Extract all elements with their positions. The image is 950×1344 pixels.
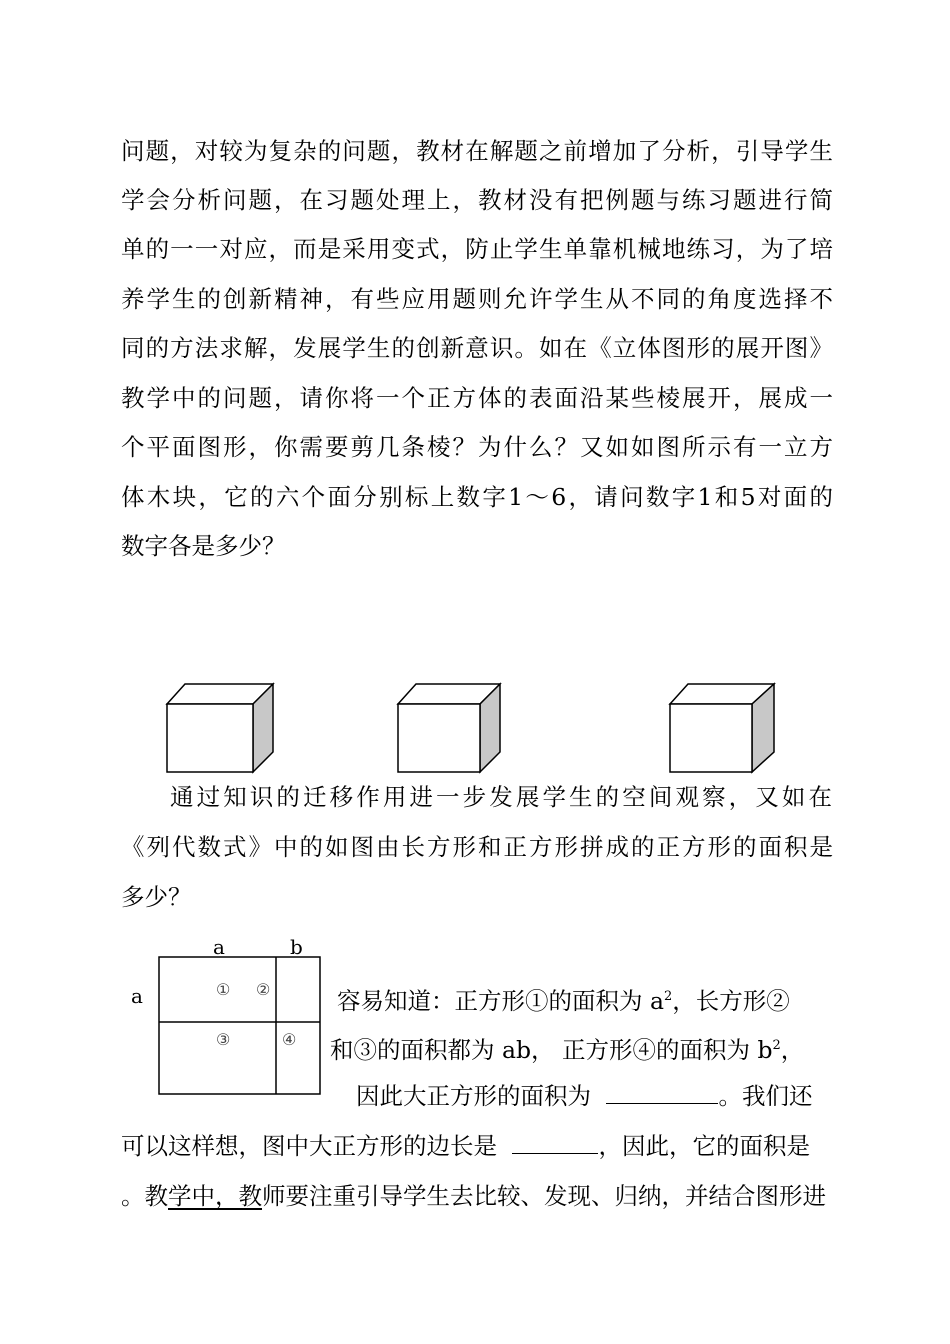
side-label-a-left: a bbox=[131, 984, 143, 1008]
explanation-line-3: 因此大正方形的面积为 。我们还 bbox=[356, 1082, 813, 1110]
region-2-label: ② bbox=[256, 980, 271, 999]
explanation-line-4: 可以这样想，图中大正方形的边长是 ，因此，它的面积是 bbox=[121, 1132, 810, 1160]
explanation-line-5: 。教学中，教师要注重引导学生去比较、发现、归纳，并结合图形进 bbox=[121, 1182, 826, 1210]
side-label-b-top: b bbox=[290, 935, 303, 959]
cube-drawing-1 bbox=[165, 682, 275, 774]
region-1-label: ① bbox=[216, 980, 231, 999]
text-line: 个平面图形，你需要剪几条棱？为什么？又如如图所示有一立方 bbox=[121, 433, 833, 461]
text-line: 学会分析问题，在习题处理上，教材没有把例题与练习题进行简 bbox=[121, 186, 833, 214]
text-line: 单的一一对应，而是采用变式，防止学生单靠机械地练习，为了培 bbox=[121, 235, 833, 263]
text-line: 教学中的问题，请你将一个正方体的表面沿某些棱展开，展成一 bbox=[121, 384, 833, 412]
side-label-a-top: a bbox=[213, 935, 225, 959]
text-line: 养学生的创新精神，有些应用题则允许学生从不同的角度选择不 bbox=[121, 285, 833, 313]
text-line: 问题，对较为复杂的问题，教材在解题之前增加了分析，引导学生 bbox=[121, 137, 833, 165]
region-3-label: ③ bbox=[216, 1030, 231, 1049]
region-4-label: ④ bbox=[282, 1030, 297, 1049]
text-line: 通过知识的迁移作用进一步发展学生的空间观察，又如在 bbox=[170, 783, 832, 811]
text-line: 《列代数式》中的如图由长方形和正方形拼成的正方形的面积是 bbox=[121, 833, 833, 861]
answer-blank-area bbox=[606, 1081, 718, 1104]
cube-drawing-2 bbox=[396, 682, 506, 774]
cube-drawing-3 bbox=[668, 682, 778, 774]
text-line: 多少？ bbox=[121, 883, 192, 911]
text-line: 数字各是多少？ bbox=[121, 532, 286, 560]
text-line: 同的方法求解，发展学生的创新意识。如在《立体图形的展开图》 bbox=[121, 334, 833, 362]
answer-blank-side bbox=[512, 1131, 598, 1154]
square-diagram bbox=[158, 956, 322, 1096]
explanation-line-1: 容易知道：正方形①的面积为 $a^2$，长方形② bbox=[337, 986, 790, 1015]
explanation-line-2: 和③的面积都为 ab， 正方形④的面积为 $b^2$， bbox=[330, 1035, 805, 1064]
text-line: 体木块，它的六个面分别标上数字1～6，请问数字1和5对面的 bbox=[121, 483, 833, 511]
